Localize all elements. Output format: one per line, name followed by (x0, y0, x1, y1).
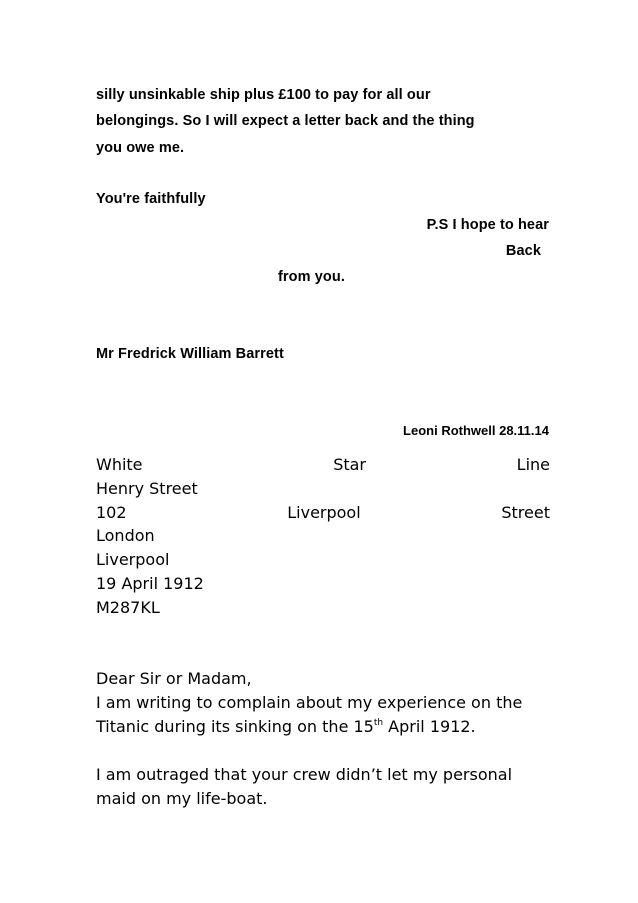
address-row-1 (96, 455, 550, 474)
paragraph-2-line-1: I am outraged that your crew didn’t let my personal (96, 765, 513, 784)
letter-line-1: silly unsinkable ship plus £100 to pay for all our (96, 87, 431, 103)
paragraph-2-line-2: maid on my life-boat. (96, 789, 268, 808)
letter-line-3: you owe me. (96, 140, 185, 156)
ordinal-suffix: th (373, 718, 384, 728)
address-line-6: 19 April 1912 (96, 574, 204, 593)
address-word: Liverpool (287, 503, 361, 522)
address-line-5: Liverpool (96, 550, 170, 569)
letter-line-2: belongings. So I will expect a letter back and the thing (96, 113, 475, 129)
address-word: White (96, 455, 143, 474)
signature: Mr Fredrick William Barrett (96, 346, 284, 362)
address-line-4: London (96, 526, 155, 545)
paragraph-1-line-2 (96, 717, 476, 736)
ps-line-3: from you. (278, 269, 345, 285)
salutation: Dear Sir or Madam, (96, 669, 252, 688)
address-word: Star (333, 455, 366, 474)
address-word: Street (501, 503, 550, 522)
paragraph-text: April 1912. (383, 717, 476, 736)
address-line-2: Henry Street (96, 479, 198, 498)
paragraph-1-line-1: I am writing to complain about my experience on the (96, 693, 523, 712)
ps-line-2: Back (505, 243, 541, 259)
ps-line-1: P.S I hope to hear (426, 217, 549, 233)
paragraph-text: Titanic during its sinking on the 15 (96, 717, 374, 736)
closing-line: You're faithfully (96, 191, 206, 207)
author-date-line: Leoni Rothwell 28.11.14 (403, 423, 549, 438)
address-line-7: M287KL (96, 598, 160, 617)
address-row-3 (96, 503, 550, 522)
address-word: Line (516, 455, 550, 474)
address-word: 102 (96, 503, 127, 522)
